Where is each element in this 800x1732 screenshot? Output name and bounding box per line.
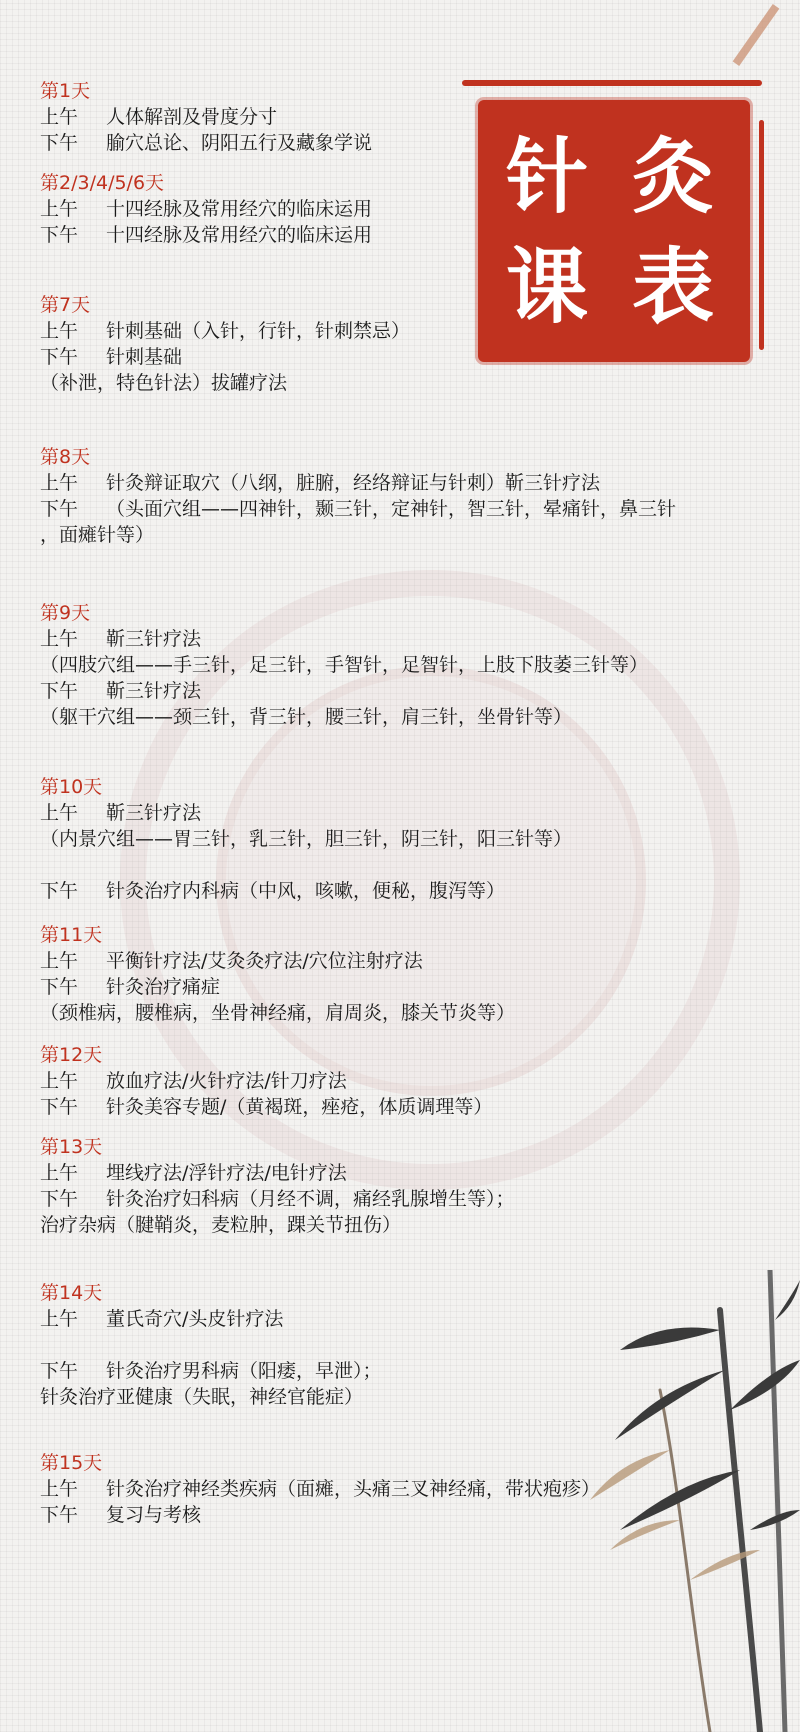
session-label: 下午 [40,976,79,998]
session-label: 上午 [40,628,79,650]
session-text: 针刺基础 [106,346,183,368]
schedule-line [40,1094,760,1120]
session-text: 针灸美容专题/（黄褐斑，痤疮，体质调理等） [106,1096,493,1118]
day-block [40,1134,760,1238]
session-label: 上午 [40,950,79,972]
session-label: 下午 [40,1360,79,1382]
schedule-line [40,222,760,248]
schedule-line [40,704,760,730]
schedule-line [40,196,760,222]
schedule-line [40,800,760,826]
schedule-line [40,496,760,522]
day-title: 第7天 [40,294,91,316]
session-text: （补泄，特色针法）拔罐疗法 [40,372,288,394]
session-label: 下午 [40,1504,79,1526]
session-text: （颈椎病，腰椎病，坐骨神经痛，肩周炎，膝关节炎等） [40,1002,516,1024]
session-text: 针灸治疗痛症 [106,976,221,998]
session-text: 腧穴总论、阴阳五行及藏象学说 [106,132,373,154]
session-label: 上午 [40,1308,79,1330]
schedule-line [40,878,760,904]
schedule-line [40,1068,760,1094]
day-block [40,774,760,904]
schedule-line [40,852,760,878]
session-label: 上午 [40,802,79,824]
schedule-line [40,1160,760,1186]
session-label: 上午 [40,320,79,342]
schedule-line [40,130,760,156]
title-char-1: 针 [506,129,589,225]
schedule-line [40,974,760,1000]
day-block [40,600,760,730]
day-block [40,170,760,248]
schedule-line [40,678,760,704]
title-char-3: 课 [506,239,589,335]
session-text: 十四经脉及常用经穴的临床运用 [106,198,373,220]
day-title: 第12天 [40,1044,103,1066]
session-label: 上午 [40,106,79,128]
schedule-line [40,470,760,496]
session-text: 针灸治疗神经类疾病（面瘫，头痛三叉神经痛，带状疱疹） [106,1478,601,1500]
day-title: 第15天 [40,1452,103,1474]
bamboo-decoration [570,1270,800,1732]
session-text: 靳三针疗法 [106,802,202,824]
session-text: 针灸治疗亚健康（失眠，神经官能症） [40,1386,364,1408]
session-label: 上午 [40,1162,79,1184]
day-title: 第13天 [40,1136,103,1158]
schedule-line [40,370,760,396]
session-label: 上午 [40,472,79,494]
session-text: 治疗杂病（腱鞘炎，麦粒肿，踝关节扭伤） [40,1214,402,1236]
day-title: 第11天 [40,924,103,946]
session-text: （内景穴组——胃三针，乳三针，胆三针，阴三针，阳三针等） [40,828,573,850]
schedule-line [40,104,760,130]
session-text: 人体解剖及骨度分寸 [106,106,278,128]
schedule-line [40,344,760,370]
session-text: 针灸治疗男科病（阳痿，早泄）； [106,1360,382,1382]
schedule-line [40,318,760,344]
schedule-line [40,826,760,852]
session-label: 下午 [40,1096,79,1118]
session-label: 上午 [40,1070,79,1092]
day-block [40,78,760,156]
session-text: 靳三针疗法 [106,680,202,702]
session-text: （躯干穴组——颈三针，背三针，腰三针，肩三针，坐骨针等） [40,706,573,728]
day-block [40,444,760,548]
schedule-line [40,652,760,678]
day-block [40,1042,760,1120]
brush-stroke-decoration [733,4,780,66]
session-text: 针灸治疗妇科病（月经不调，痛经乳腺增生等）； [106,1188,515,1210]
session-text: 十四经脉及常用经穴的临床运用 [106,224,373,246]
session-label: 下午 [40,132,79,154]
schedule-line [40,522,760,548]
session-text: 针灸辩证取穴（八纲，脏腑，经络辩证与针刺）靳三针疗法 [106,472,601,494]
session-text: 复习与考核 [106,1504,202,1526]
schedule-line [40,1000,760,1026]
day-title: 第10天 [40,776,103,798]
schedule-line [40,626,760,652]
day-title: 第2/3/4/5/6天 [40,172,165,194]
schedule-line [40,948,760,974]
day-title: 第9天 [40,602,91,624]
session-label: 下午 [40,346,79,368]
session-label: 下午 [40,224,79,246]
session-label: 下午 [40,1188,79,1210]
day-title: 第1天 [40,80,91,102]
session-label: 下午 [40,880,79,902]
session-label: 上午 [40,1478,79,1500]
session-text: 埋线疗法/浮针疗法/电针疗法 [106,1162,347,1184]
day-block [40,922,760,1026]
session-text: 针刺基础（入针，行针，针刺禁忌） [106,320,411,342]
day-title: 第8天 [40,446,91,468]
schedule-line [40,1186,760,1212]
session-text: ，面瘫针等） [40,524,155,546]
title-char-2: 灸 [632,129,715,225]
session-label: 上午 [40,198,79,220]
session-text: （四肢穴组——手三针，足三针，手智针，足智针，上肢下肢萎三针等） [40,654,649,676]
day-title: 第14天 [40,1282,103,1304]
day-block [40,292,760,396]
session-text: 董氏奇穴/头皮针疗法 [106,1308,284,1330]
session-label: 下午 [40,680,79,702]
session-label: 下午 [40,498,79,520]
session-text: 靳三针疗法 [106,628,202,650]
session-text: 平衡针疗法/艾灸灸疗法/穴位注射疗法 [106,950,423,972]
session-text: 针灸治疗内科病（中风，咳嗽，便秘，腹泻等） [106,880,506,902]
schedule-line [40,1212,760,1238]
session-text: （头面穴组——四神针，颞三针，定神针，智三针，晕痛针，鼻三针 [106,498,677,520]
title-char-4: 表 [632,239,715,335]
session-text: 放血疗法/火针疗法/针刀疗法 [106,1070,347,1092]
